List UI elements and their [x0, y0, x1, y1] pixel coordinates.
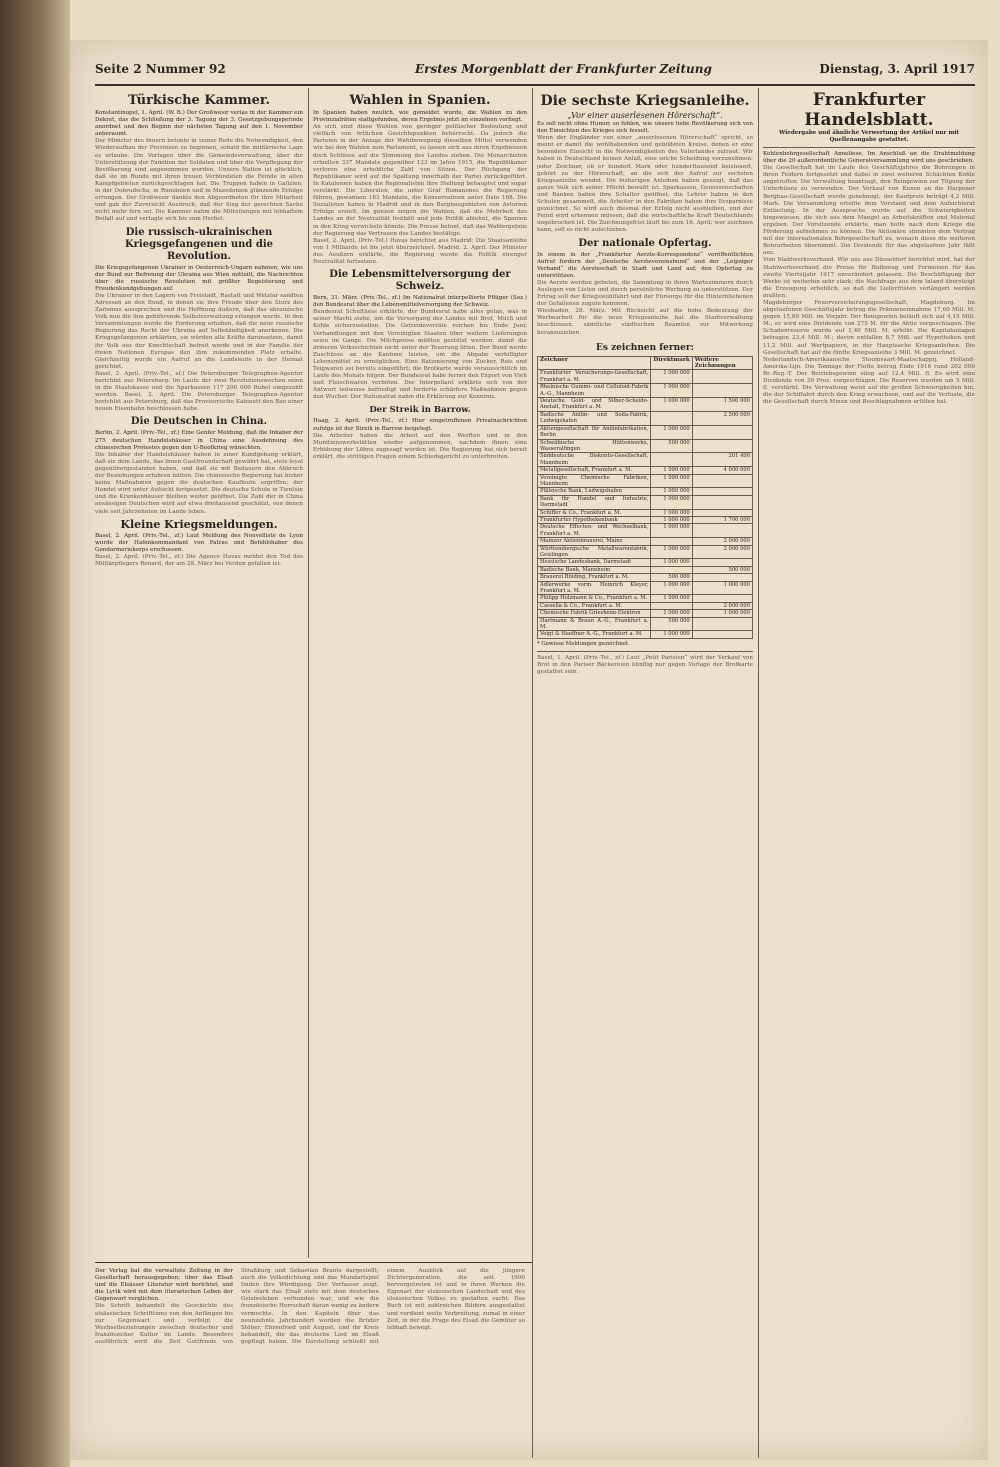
column-header: Zeichner [538, 356, 651, 370]
subscription-row [538, 495, 753, 509]
subscription-row [538, 398, 753, 412]
section-notice: Wiedergabe und ähnliche Verwertung der Artikel nur mit Quellenangabe gestattet. [779, 130, 959, 143]
subscription-amount [651, 602, 692, 609]
article-lead: Konstantinopel, 1. April. (W. B.) Der Großwesir verlas in der Kammer ein Dekret, das die Schließung der 3. Tagung der 3. Gesetzgebungsperiode anordnet und den Beginn der nächsten Tagung auf den 1. November anberaumt. [95, 110, 303, 138]
subscription-amount: 1 000 000 [651, 488, 692, 495]
subscription-row [538, 566, 753, 573]
column-divider [308, 88, 309, 1258]
subscription-amount [692, 617, 752, 631]
subscription-row [538, 574, 753, 581]
feuilleton-rule [95, 1262, 532, 1263]
column-divider [532, 88, 533, 1458]
column-4 [763, 90, 975, 1455]
subscription-amount [692, 509, 752, 516]
subscriber-name: Bank für Handel und Industrie, Darmstadt [538, 495, 651, 509]
subscription-amount [692, 439, 752, 453]
subscription-amount: 1 000 000 [651, 595, 692, 602]
article-title: Der Streik in Barrow. [369, 405, 471, 416]
subscriber-name: Süddeutsche Diskonto-Gesellschaft, Mannheim [538, 453, 651, 467]
article-title: Die sechste Kriegsanleihe. [540, 93, 750, 109]
article-lead: Berlin, 2. April. (Priv.-Tel., zf.) Eine Genfer Meldung, daß die Inhaber der 275 deutschen Handelshäuser in China eine Ausdehnung des chinesischen Protestes gegen den U-Bootkrieg wünschten. [95, 430, 303, 451]
subscription-row [538, 370, 753, 384]
article-body: Basel, 2. April. (Priv.-Tel., zf.) Die Agence Havas meldet den Tod des Militärpflegers Renard, der am 28. März bei Verdun gefallen ist. [95, 553, 303, 567]
subscription-row [538, 602, 753, 609]
subscription-row [538, 538, 753, 545]
subscription-row [538, 545, 753, 559]
subscription-amount [692, 488, 752, 495]
subscription-amount: 1 000 000 [651, 545, 692, 559]
subscription-amount [692, 495, 752, 509]
subscription-amount: 1 000 000 [651, 559, 692, 566]
subscriber-name: Frankfurter Hypothekenbank [538, 516, 651, 523]
subscription-amount [692, 574, 752, 581]
subscription-amount [651, 566, 692, 573]
article-body: Bundesrat Schulthess erklärte, der Bundesrat habe alles getan, was in seiner Macht stehe, um die Versorgung des Landes mit Brot, Milch und Kohle sicherzustellen. Die Getreidevorräte reichen bis Ende Juni; Verhandlungen mit den Vereinigten Staaten über weitere Lieferungen seien im Gange. Die Milchpreise müßten gestützt werden, damit die ärmeren Volksschichten nicht unter der Teuerung litten. Der Bund werde Zuschüsse an die Kantone leisten, um die Abgabe verbilligter Lebensmittel zu ermöglichen. Eine Rationierung von Zucker, Reis und Teigwaren sei bereits eingeführt; die Brotkarte werde voraussichtlich im Laufe des Monats folgen. Der Bundesrat habe ferner den Export von Vieh und Fleischwaren verboten. Der Interpellant erklärte sich von der Antwort teilweise befriedigt und forderte schärfere Maßnahmen gegen den Wucher. Der Nationalrat nahm die Erklärung zur Kenntnis. [313, 309, 527, 401]
article-title: Die russisch-ukrainischen Kriegsgefangenen und die Revolution. [124, 226, 274, 262]
subscription-row [538, 453, 753, 467]
subscriber-name: Rheinische Gummi- und Celluloid-Fabrik A.-G., Mannheim [538, 384, 651, 398]
article-subtitle: „Vor einer auserlesenen Hörerschaft“. [567, 111, 723, 120]
subscription-amount: 1 000 000 [651, 631, 692, 638]
article-lead: Bern, 31. März. (Priv.-Tel., zf.) Im Nationalrat interpellierte Pflüger (Soz.) den Bundesrat über die Lebensmittelversorgung der Schweiz. [313, 295, 527, 309]
subscription-amount: 2 000 000 [692, 545, 752, 559]
subscription-row [538, 559, 753, 566]
divider [537, 651, 753, 652]
article-lead: In einem in der „Frankfurter Aerzte-Korrespondenz“ veröffentlichten Aufruf fordern der „Deutsche Aerztevereinsbund“ und der „Leipziger Verband“ die Aerzteschaft in Stadt und Land auf, den Opfertag zu unterstützen. [537, 251, 753, 279]
subscription-heading: Es zeichnen ferner: [596, 342, 694, 353]
article-title: Die Deutschen in China. [130, 416, 268, 428]
subscription-amount [692, 559, 752, 566]
subscription-amount [651, 411, 692, 425]
article-lead: Basel, 2. April. (Priv.-Tel., zf.) Laut Meldung des Nouvelliste de Lyon wurde der Hafenkommandant von Patras und Befehlshaber des Gendarmeriekorps erschossen. [95, 532, 303, 553]
article-body: Wiesbaden, 28. März. Mit Rücksicht auf die hohe Bedeutung der Werbearbeit für die neue Kriegsanleihe hat die Stadtverwaltung beschlossen, sämtliche städtischen Beamten zur Mitwirkung heranzuziehen. [537, 308, 753, 336]
subscription-amount: 2 000 000 [692, 602, 752, 609]
subscriber-name: Vereinigte Chemische Fabriken, Mannheim [538, 474, 651, 488]
column-3 [537, 90, 753, 1455]
subscriber-name: Adlerwerke vorm. Heinrich Kleyer, Frankfurt a. M. [538, 581, 651, 595]
article-body: Wenn der Engländer von einer „auserlesenen Hörerschaft“ spricht, so meint er damit die wohlhabenden und gebildeten Kreise, denen er eine besondere Einsicht in die Notwendigkeiten des Vaterlandes zutraut. Wir haben in Deutschland keinen Anlaß, eine solche Scheidung vorzunehmen: jeder Zeichner, ob er hundert Mark oder hunderttausend beisteuert, gehört zu der Hörerschaft, an die sich der Aufruf zur sechsten Kriegsanleihe wendet. Die bisherigen Anleihen haben gezeigt, daß das ganze Volk sich seiner Pflicht bewußt ist. Sparkassen, Genossenschaften und Banken haben ihre Schalter geöffnet, die Lehrer haben in den Schulen gesammelt, die Arbeiter in den Fabriken haben ihre Ersparnisse gezeichnet. So wird auch diesmal der Erfolg nicht ausbleiben, und der Feind wird erkennen müssen, daß die wirtschaftliche Kraft Deutschlands ungebrochen ist. Die Zeichnungsfrist läuft bis zum 16. April; wer zeichnen kann, soll es nicht aufschieben. [537, 135, 753, 234]
subscription-amount: 1 000 000 [692, 581, 752, 595]
subscription-amount: 1 000 000 [651, 425, 692, 439]
subscriber-name: Deutsche Effecten- und Wechselbank, Frankfurt a. M. [538, 524, 651, 538]
masthead-rule [95, 84, 975, 86]
subscription-row [538, 439, 753, 453]
subscription-amount: 1 700 000 [692, 516, 752, 523]
subscriber-name: Schiffer & Co., Frankfurt a. M. [538, 509, 651, 516]
subscription-amount: 1 000 000 [651, 467, 692, 474]
subscriber-name: Deutsche Gold- und Silber-Scheide-Anstalt, Frankfurt a. M. [538, 398, 651, 412]
article-lead: In Spanien haben neulich, wie gemeldet wurde, die Wahlen zu den Provinzialräten stattgefunden, deren Ergebnis jetzt im einzelnen vorliegt. [313, 110, 527, 124]
subscription-amount: 1 000 000 [651, 398, 692, 412]
subscription-row [538, 617, 753, 631]
column-divider [758, 88, 759, 1458]
subscription-row [538, 631, 753, 638]
subscription-amount: 1 000 000 [651, 495, 692, 509]
article-title: Kleine Kriegsmeldungen. [120, 517, 278, 531]
subscription-row [538, 467, 753, 474]
subscription-amount [692, 631, 752, 638]
article-lead: Es soll nicht ohne Humor, so fehlen, wie unsere liebe Bevölkerung sich von den Einsichten des Krieges sich fesselt. [537, 121, 753, 135]
subscriber-name: Badische Anilin- und Soda-Fabrik, Ludwigshafen [538, 411, 651, 425]
subscription-amount: 2 000 000 [692, 538, 752, 545]
article-body: Nederlandsch-Amerikaansche Stoomvaart-Maatschappij, Holland-Amerika-Lijn. Die Tonnage der Flotte betrug Ende 1916 rund 202 000 Br.-Reg.-T. Der Betriebsgewinn stieg auf 12,4 Mill. fl. Es wird eine Dividende von 30 Proz. vorgeschlagen. Die Reserven wurden um 5 Mill. fl. verstärkt. Die Verwaltung weist auf die großen Schwierigkeiten hin, die der Schiffahrt durch den Krieg erwachsen, und auf die Verluste, die die Gesellschaft durch Minen und Beschlagnahmen erlitten hat. [763, 356, 975, 406]
subscription-row [538, 474, 753, 488]
subscription-amount: 500 000 [651, 574, 692, 581]
subscription-amount: 2 500 000 [692, 411, 752, 425]
article-body: Die Arbeiter haben die Arbeit auf den Werften und in den Munitionswerkstätten wieder aufgenommen, nachdem ihnen eine Erhöhung der Löhne zugesagt worden ist. Die Regierung hat sich bereit erklärt, die strittigen Fragen einem Schiedsgericht zu unterbreiten. [313, 432, 527, 460]
article-title: Die Lebensmittelversorgung der Schweiz. [329, 269, 511, 293]
subscription-row [538, 425, 753, 439]
subscriber-name: Hessische Landesbank, Darmstadt [538, 559, 651, 566]
subscriber-name: Hartmann & Braun A.-G., Frankfurt a. M. [538, 617, 651, 631]
article-body: Der Minister des Innern betonte in seiner Rede die Notwendigkeit, den Wiederaufbau der Provinzen zu beginnen, sobald die militärische Lage es erlaube. Die Vorlagen über die Gemeindeverwaltung, über die Unterstützung der Familien der Soldaten und über die Verpflegung der Bevölkerung sind angenommen worden. Unsere Nation ist glücklich, daß sie im Bunde mit ihren treuen Verbündeten die Feinde in allen Kampfgebieten zurückgeschlagen hat. Die Truppen haben in Galizien, in der Dobrudscha, in Rumänien und in Mazedonien glänzende Erfolge errungen. Der Großwesir dankte den Abgeordneten für ihre Mitarbeit und gab der Zuversicht Ausdruck, daß der Sieg der gerechten Sache nicht mehr fern sei. Die Kammer nahm die Mitteilungen mit lebhaftem Beifall auf und vertagte sich bis zum Herbst. [95, 138, 303, 223]
newspaper-title: Erstes Morgenblatt der Frankfurter Zeitung [415, 62, 712, 76]
subscription-amount: 1 000 000 [651, 516, 692, 523]
subscription-amount: 1 000 000 [651, 509, 692, 516]
subscription-row [538, 595, 753, 602]
subscriber-name: Voigt & Haeffner A.-G., Frankfurt a. M. [538, 631, 651, 638]
subscription-row [538, 610, 753, 617]
column-header: Weitere Zeichnungen [692, 356, 752, 370]
subscription-amount [651, 453, 692, 467]
subscription-amount [651, 538, 692, 545]
article-title: Wahlen in Spanien. [349, 93, 491, 108]
article-body: An sich sind diese Wahlen von geringer politischer Bedeutung und vielfach von örtlichen Gesichtspunkten beherrscht. Da jedoch die Parteien in der Anlage der Wahlbewegung dieselben Mittel verwenden wie bei den Wahlen zum Parlament, so lassen sich aus ihren Ergebnissen doch Schlüsse auf die Stimmung des Landes ziehen. Die Monarchisten erhielten 337 Mandate gegenüber 123 im Jahre 1915, die Republikaner verloren eine erhebliche Zahl von Sitzen. Der Rückgang der Republikaner wird auf die Spaltung innerhalb der Partei zurückgeführt. In Katalonien haben die Regionalisten ihre Stellung behauptet und sogar verstärkt. Die Liberalen, die unter Graf Romanones die Regierung führen, gewannen 183 Mandate, die Konservativen unter Dato 168. Die Sozialisten haben in Madrid und in den Bergbaugebieten von Asturien Erfolge erzielt. Im ganzen zeigen die Wahlen, daß die Mehrheit des Landes an der Neutralität festhält und jede Politik ablehnt, die Spanien in den Krieg verwickeln könnte. Die Presse betont, daß das Wahlergebnis der Regierung das Vertrauen des Landes bestätige. [313, 124, 527, 237]
article-lead: Die Kriegsgefangenen Ukrainer in Oesterreich-Ungarn nahmen, wie uns der Bund zur Befreiung der Ukraina aus Wien mitteilt, die Nachrichten über die russische Revolution mit größter Begeisterung und Freudenkundgebungen auf. [95, 264, 303, 292]
divider [763, 147, 975, 148]
subscription-amount: 1 000 000 [651, 474, 692, 488]
subscription-rows [538, 370, 753, 638]
subscriber-name: Frankfurter Versicherungs-Gesellschaft, Frankfurt a. M. [538, 370, 651, 384]
subscription-amount: 1 000 000 [651, 524, 692, 538]
article-body: Die Inhaber der Handelshäuser haben in einer Kundgebung erklärt, daß sie dem Lande, das ihnen Gastfreundschaft gewährt hat, stets loyal gegenübergestanden haben, und daß sie mit Bedauern den Abbruch der Beziehungen erfahren hätten. Die chinesische Regierung hat bisher keine Maßnahmen gegen die deutschen Kaufleute ergriffen; der Handel wird unter Aufsicht fortgesetzt. Die deutsche Schule in Tientsin und die Krankenhäuser bleiben weiter geöffnet. Die Zahl der in China ansässigen Deutschen wird auf etwa dreitausend geschätzt, von denen viele seit Jahrzehnten im Lande leben. [95, 451, 303, 515]
masthead [95, 62, 975, 84]
subscription-amount [692, 474, 752, 488]
issue-date: Dienstag, 3. April 1917 [819, 62, 975, 76]
subscription-amount [692, 524, 752, 538]
article-body: Die Ukrainer in den Lagern von Freistadt, Rastatt und Wetzlar sandten Adressen an den Bund, in denen sie ihre Freude über den Sturz des Zarismus aussprechen und die Hoffnung äußern, daß das ukrainische Volk nun die ihm gebührende Selbstverwaltung erlangen werde. In den Versammlungen wurde die Forderung erhoben, daß die neue russische Regierung das Recht der Ukraina auf Selbständigkeit anerkenne. Die Kriegsgefangenen erklärten, sie würden alle Kräfte daransetzen, damit ihr Volk aus der Knechtschaft befreit werde und in der Familie der freien Nationen Europas den ihm zukommenden Platz erhalte. Gleichzeitig wurde ein Aufruf an die Landsleute in der Heimat gerichtet. [95, 292, 303, 370]
subscription-amount [692, 425, 752, 439]
article-body: Basel, 2. April. (Priv.-Tel., zf.) Die Petersburger Telegraphen-Agentur berichtet aus Petersburg: Im Laufe der zwei Revolutionswochen seien in die Staatskasse und die Sparkassen 117 200 000 Rubel eingezahlt worden. Basel, 2. April. Die Petersburger Telegraphen-Agentur berichtet aus Petersburg, daß das Provisorische Kabinett den Bau einer neuen Eisenbahn beschlossen habe. [95, 370, 303, 413]
feuilleton-lead: Der Verlag hat die verwaltete Zeitung in der Gesellschaft herausgegeben; über das Elsaß und die Elsässer Literatur wird berichtet, und die Lyrik wird mit dem literarischen Leben der Gegenwart verglichen. [95, 1268, 233, 1303]
article-body: Basel, 1. April. (Priv.-Tel., zf.) Laut „Petit Parisien“ wird der Verkauf von Brot in den Pariser Bäckereien künftig nur gegen Vorlage der Brotkarte gestattet sein. [537, 654, 753, 676]
subscriber-name: Philipp Holzmann & Co., Frankfurt a. M. [538, 595, 651, 602]
article-lead: Kohlenbohrgesellschaft Anneliese. Im Anschluß an die Drahtmeldung über die 20 außerordentliche Generalversammlung wird uns geschrieben. [763, 151, 975, 165]
subscriber-name: Pfälzische Bank, Ludwigshafen [538, 488, 651, 495]
subscription-row [538, 384, 753, 398]
subscription-table [537, 356, 753, 639]
subscriber-name: Brauerei Binding, Frankfurt a. M. [538, 574, 651, 581]
subscriber-name: Schwäbische Hüttenwerke, Wasseralfingen [538, 439, 651, 453]
page-binding [0, 0, 70, 1467]
article-body: Die Aerzte werden gebeten, die Sammlung in ihren Wartezimmern durch Auslegen von Listen und durch persönliche Werbung zu unterstützen. Der Ertrag soll der Kriegswohlfahrt und der Fürsorge für die Hinterbliebenen der Gefallenen zugute kommen. [537, 279, 753, 308]
subscriber-name: Aktiengesellschaft für Anilinfabrikation, Berlin [538, 425, 651, 439]
subscription-amount: 1 000 000 [651, 370, 692, 384]
subscription-row [538, 524, 753, 538]
subscriber-name: Chemische Fabrik Griesheim-Elektron [538, 610, 651, 617]
subscription-amount [692, 370, 752, 384]
subscriber-name: Metallgesellschaft, Frankfurt a. M. [538, 467, 651, 474]
subscriber-name: Mainzer Aktienbrauerei, Mainz [538, 538, 651, 545]
article-body: Die Gesellschaft hat im Laufe des Geschäftsjahres die Bohrungen in ihren Feldern fortgesetzt und dabei in zwei weiteren Schächten Kohle angetroffen. Die Verwaltung beantragt, den Reingewinn zur Tilgung der Unterbilanz zu verwenden. Der Verkauf von Kuxen an die Harpener Bergbau-Gesellschaft wurde genehmigt; der Kaufpreis beträgt 4,2 Mill. Mark. Die Versammlung erteilte dem Vorstand und dem Aufsichtsrat Entlastung. In der Aussprache wurde auf die Schwierigkeiten hingewiesen, die sich aus dem Mangel an Arbeitskräften und Material ergeben. Der Vorsitzende erklärte, man hoffe nach dem Kriege die Förderung aufnehmen zu können. Die Aktionäre stimmten dem Vertrag mit der Internationalen Bohrgesellschaft zu, wonach diese die weiteren Bohrarbeiten übernimmt. Die Dividende für das abgelaufene Jahr fällt aus. [763, 165, 975, 257]
article-title: Türkische Kammer. [127, 93, 271, 108]
article-body: Magdeburger Feuerversicherungsgesellschaft, Magdeburg. Im abgelaufenen Geschäftsjahr betrug die Prämieneinnahme 17,60 Mill. M. gegen 15,80 Mill. im Vorjahr. Der Reingewinn beläuft sich auf 4,15 Mill. M.; es wird eine Dividende von 275 M. für die Aktie vorgeschlagen. Die Schadenreserve wurde auf 1,40 Mill. M. erhöht. Die Kapitalanlagen betragen 23,4 Mill. M.; davon entfallen 8,7 Mill. auf Hypotheken und 11,2 Mill. auf Wertpapiere, in der Hauptsache Kriegsanleihen. Die Gesellschaft hat auf die fünfte Kriegsanleihe 3 Mill. M. gezeichnet. [763, 299, 975, 356]
subscriber-name: Cassella & Co., Frankfurt a. M. [538, 602, 651, 609]
section-title: Frankfurter Handelsblatt. [804, 90, 934, 130]
subscription-amount [692, 384, 752, 398]
subscription-row [538, 488, 753, 495]
subscription-amount: 1 000 000 [651, 610, 692, 617]
article-body: Vom Stahlwerksverband. Wie uns aus Düsseldorf berichtet wird, hat der Stahlwerksverband die Preise für Halbzeug und Formeisen für das zweite Vierteljahr 1917 unverändert gelassen. Die Beschäftigung der Werke ist weiterhin sehr stark; die Nachfrage aus dem Inland übersteigt die Erzeugung erheblich, so daß die Lieferfristen verlängert werden mußten. [763, 257, 975, 299]
subscription-row [538, 516, 753, 523]
table-footnote: * Gewisse Meldungen gezeichnet. [537, 640, 630, 647]
subscriber-name: Württembergische Metallwarenfabrik, Geislingen [538, 545, 651, 559]
subscriber-name: Badische Bank, Mannheim [538, 566, 651, 573]
subscription-amount: 500 000 [692, 566, 752, 573]
subscription-amount: 1 500 000 [692, 398, 752, 412]
page-number: Seite 2 Nummer 92 [95, 62, 226, 76]
column-1 [95, 90, 303, 1255]
feuilleton-body: Die Schrift behandelt die Geschichte des elsässischen Schrifttums von den Anfängen bis zur Gegenwart und verfolgt die Wechselbeziehungen zwischen deutscher und französischer Kultur im Lande. Besonders ausführlich wird die Zeit Gottfrieds von Straßburg und Sebastian Brants dargestellt; auch die Volksdichtung und das Mundartspiel finden ihre Würdigung. Der Verfasser zeigt, wie stark das Elsaß stets mit dem deutschen Geistesleben verbunden war, und wie die französische Herrschaft daran wenig zu ändern vermochte. In den Kapiteln über das neunzehnte Jahrhundert werden die Brüder Stöber, Ehrenfried und August, und ihr Kreis behandelt, die das deutsche Lied im Elsaß gepflegt haben. Die Darstellung schließt mit einem Ausblick auf die jüngere Dichtergeneration, die seit 1900 hervorgetreten ist und in ihren Werken die Eigenart der elsässischen Landschaft und des elsässischen Volkes zu gestalten sucht. Das Buch ist mit zahlreichen Bildern ausgestattet und verdient weite Verbreitung, zumal in einer Zeit, in der die Frage des Elsaß die Gemüter so lebhaft bewegt. [95, 1268, 525, 1345]
subscription-row [538, 509, 753, 516]
column-header: Direktmark [651, 356, 692, 370]
subscription-amount: 1 000 000 [651, 581, 692, 595]
column-2 [313, 90, 527, 1255]
subscription-amount: 500 000 [651, 617, 692, 631]
feuilleton [95, 1268, 525, 1453]
article-title: Der nationale Opfertag. [578, 237, 712, 249]
subscription-amount [692, 595, 752, 602]
subscription-amount: 201 400 [692, 453, 752, 467]
subscription-amount: 1 000 000 [692, 610, 752, 617]
subscription-amount: 4 000 000 [692, 467, 752, 474]
subscription-amount: 1 000 000 [651, 384, 692, 398]
subscription-row [538, 411, 753, 425]
article-body: Basel, 2. April. (Priv.-Tel.) Havas berichtet aus Madrid: Die Staatsanleihe von 1 Milliarde ist bis jetzt überzeichnet. Madrid, 2. April. Der Minister des Aeußern erklärte, die Regierung werde die Politik strenger Neutralität fortsetzen. [313, 237, 527, 265]
subscription-amount: 500 000 [651, 439, 692, 453]
subscription-row [538, 581, 753, 595]
article-lead: Haag, 2. April. (Priv.-Tel., zf.) Hier eingetroffenen Privatnachrichten zufolge ist der Streik in Barrow beigelegt. [313, 418, 527, 432]
